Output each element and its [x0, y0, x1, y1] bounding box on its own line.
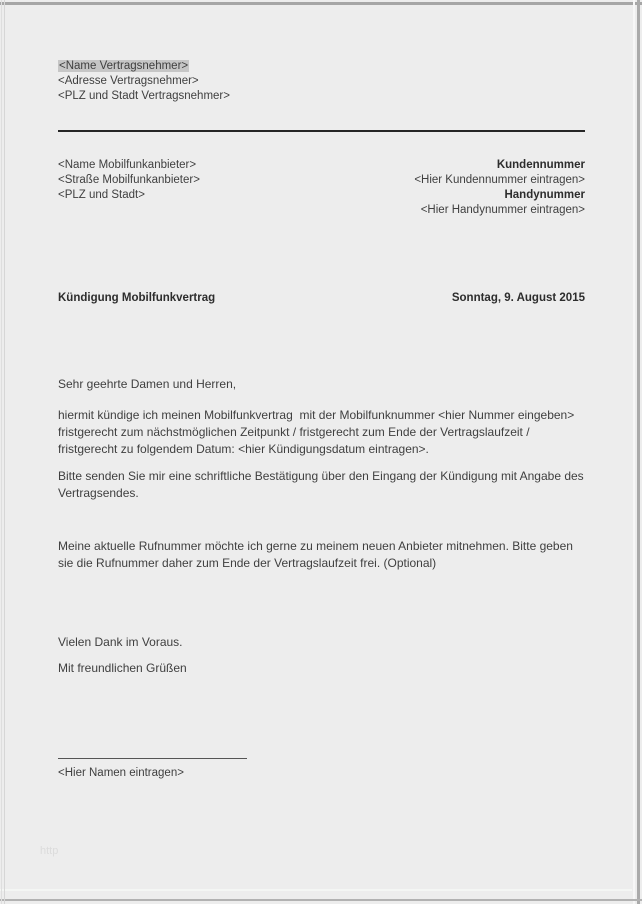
- sender-street-placeholder: <Adresse Vertragsnehmer>: [58, 75, 199, 87]
- sender-name-line: [58, 59, 585, 74]
- watermark-text: http: [40, 845, 59, 857]
- recipient-city-placeholder: <PLZ und Stadt>: [58, 189, 145, 201]
- letter-content: [58, 0, 585, 781]
- recipient-and-reference-row: [58, 158, 585, 218]
- subject-row: [58, 291, 585, 306]
- page-frame-left: [4, 0, 5, 904]
- page-frame-right-inner: [633, 0, 635, 904]
- reference-block: [414, 158, 585, 218]
- phone-number-label: Handynummer: [504, 189, 585, 201]
- signature-name-placeholder: <Hier Namen eintragen>: [58, 767, 184, 779]
- sender-name-placeholder: <Name Vertragsnehmer>: [59, 60, 189, 72]
- recipient-address-block: [58, 158, 200, 218]
- page-frame-bottom-inner: [0, 889, 632, 891]
- sender-city-placeholder: <PLZ und Stadt Vertragsnehmer>: [58, 90, 230, 102]
- sender-address-block: [58, 59, 585, 104]
- subject-title: Kündigung Mobilfunkvertrag: [58, 292, 216, 304]
- page-frame-left-outer: [1, 0, 2, 904]
- customer-number-label: Kundennummer: [496, 159, 585, 171]
- customer-number-placeholder: <Hier Kundennummer eintragen>: [414, 174, 585, 186]
- header-divider-line: [58, 130, 585, 132]
- letter-body: [58, 376, 585, 677]
- page-frame-bottom: [0, 899, 642, 901]
- page-frame-right: [637, 0, 640, 904]
- confirmation-request-paragraph: Bitte senden Sie mir eine schriftliche Bestätigung über den Eingang der Kündigung mit Angabe des Vertragsendes.: [58, 469, 584, 500]
- recipient-name-placeholder: <Name Mobilfunkanbieter>: [58, 159, 197, 171]
- salutation: Sehr geehrte Damen und Herren,: [58, 377, 237, 391]
- cancellation-paragraph: hiermit kündige ich meinen Mobilfunkvertrag mit der Mobilfunknummer <hier Nummer eingeben> fristgerecht zum nächstmöglichen Zeitpunkt / fristgerecht zum Ende der Vertragslaufzeit / fristgerecht zu folgendem Datum: <hier Kündigungsdatum eintragen>.: [58, 408, 578, 456]
- signature-line: [58, 758, 247, 759]
- closing-line: Mit freundlichen Grüßen: [58, 661, 187, 675]
- recipient-street-placeholder: <Straße Mobilfunkanbieter>: [58, 174, 200, 186]
- number-portability-paragraph: Meine aktuelle Rufnummer möchte ich gerne zu meinem neuen Anbieter mitnehmen. Bitte geben sie die Rufnummer daher zum Ende der Vertragslaufzeit frei. (Optional): [58, 539, 573, 570]
- phone-number-placeholder: <Hier Handynummer eintragen>: [420, 204, 585, 216]
- letter-date: Sonntag, 9. August 2015: [451, 292, 585, 304]
- thanks-line: Vielen Dank im Voraus.: [58, 635, 183, 649]
